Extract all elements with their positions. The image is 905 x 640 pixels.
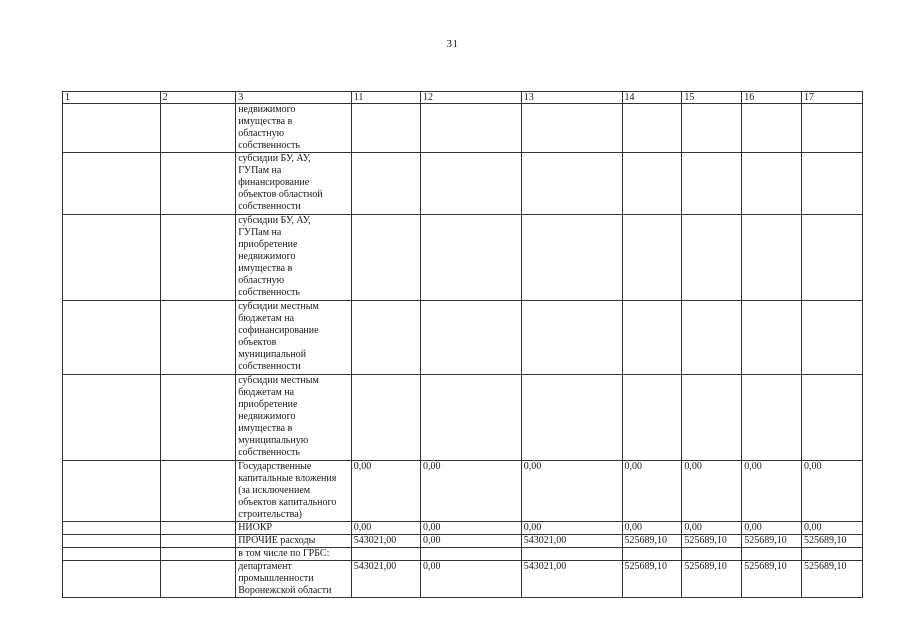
empty-cell <box>160 153 236 215</box>
value-cell: 525689,10 <box>742 535 802 548</box>
value-cell <box>802 104 863 153</box>
value-cell <box>351 215 420 301</box>
value-cell: 525689,10 <box>742 561 802 598</box>
row-label: Государственные капитальные вложения (за исключением объектов капитального строительства) <box>236 461 351 522</box>
table-row <box>63 522 863 535</box>
value-cell: 0,00 <box>682 522 742 535</box>
value-cell <box>742 104 802 153</box>
value-cell: 525689,10 <box>622 561 682 598</box>
table-row <box>63 461 863 522</box>
empty-cell <box>160 535 236 548</box>
empty-cell <box>63 375 161 461</box>
page-number: 31 <box>446 38 459 50</box>
column-header: 15 <box>682 92 742 104</box>
value-cell: 0,00 <box>521 461 622 522</box>
value-cell: 543021,00 <box>351 535 420 548</box>
row-label: ПРОЧИЕ расходы <box>236 535 351 548</box>
row-label: субсидии БУ, АУ, ГУПам на приобретение недвижимого имущества в областную собственность <box>236 215 351 301</box>
value-cell <box>802 153 863 215</box>
value-cell <box>742 301 802 375</box>
value-cell <box>802 215 863 301</box>
value-cell <box>521 548 622 561</box>
empty-cell <box>160 215 236 301</box>
value-cell: 0,00 <box>742 522 802 535</box>
empty-cell <box>63 153 161 215</box>
header-row <box>63 92 863 104</box>
column-header: 16 <box>742 92 802 104</box>
row-label: субсидии БУ, АУ, ГУПам на финансирование объектов областной собственности <box>236 153 351 215</box>
value-cell: 0,00 <box>682 461 742 522</box>
column-header: 13 <box>521 92 622 104</box>
value-cell <box>682 375 742 461</box>
row-label: НИОКР <box>236 522 351 535</box>
empty-cell <box>63 461 161 522</box>
table-row <box>63 104 863 153</box>
value-cell <box>622 375 682 461</box>
table-row <box>63 561 863 598</box>
value-cell <box>521 215 622 301</box>
value-cell: 543021,00 <box>521 535 622 548</box>
empty-cell <box>63 215 161 301</box>
empty-cell <box>160 301 236 375</box>
value-cell <box>420 301 521 375</box>
empty-cell <box>63 522 161 535</box>
empty-cell <box>160 522 236 535</box>
value-cell <box>622 215 682 301</box>
table-row <box>63 548 863 561</box>
value-cell <box>521 104 622 153</box>
value-cell <box>420 375 521 461</box>
value-cell <box>521 375 622 461</box>
empty-cell <box>160 461 236 522</box>
value-cell <box>682 153 742 215</box>
column-header: 17 <box>802 92 863 104</box>
value-cell: 0,00 <box>351 461 420 522</box>
value-cell <box>682 301 742 375</box>
value-cell <box>802 301 863 375</box>
value-cell <box>622 153 682 215</box>
value-cell <box>420 153 521 215</box>
empty-cell <box>160 104 236 153</box>
value-cell: 525689,10 <box>802 561 863 598</box>
column-header: 11 <box>351 92 420 104</box>
value-cell: 0,00 <box>351 522 420 535</box>
value-cell <box>521 153 622 215</box>
value-cell: 525689,10 <box>802 535 863 548</box>
value-cell: 0,00 <box>420 461 521 522</box>
row-label: субсидии местным бюджетам на приобретение недвижимого имущества в муниципальную собственность <box>236 375 351 461</box>
value-cell: 0,00 <box>802 522 863 535</box>
value-cell: 0,00 <box>521 522 622 535</box>
value-cell <box>420 104 521 153</box>
value-cell <box>802 548 863 561</box>
empty-cell <box>63 548 161 561</box>
empty-cell <box>63 104 161 153</box>
empty-cell <box>160 561 236 598</box>
column-header: 3 <box>236 92 351 104</box>
table-row <box>63 153 863 215</box>
value-cell <box>742 215 802 301</box>
row-label: в том числе по ГРБС: <box>236 548 351 561</box>
value-cell: 0,00 <box>420 535 521 548</box>
value-cell <box>622 104 682 153</box>
column-header: 1 <box>63 92 161 104</box>
value-cell <box>351 548 420 561</box>
value-cell <box>521 301 622 375</box>
value-cell: 0,00 <box>742 461 802 522</box>
empty-cell <box>160 375 236 461</box>
row-label: департамент промышленности Воронежской области <box>236 561 351 598</box>
value-cell: 525689,10 <box>682 561 742 598</box>
value-cell <box>420 215 521 301</box>
table-row <box>63 535 863 548</box>
value-cell: 543021,00 <box>351 561 420 598</box>
value-cell <box>622 548 682 561</box>
column-header: 14 <box>622 92 682 104</box>
value-cell: 0,00 <box>622 461 682 522</box>
value-cell <box>622 301 682 375</box>
empty-cell <box>63 535 161 548</box>
value-cell <box>351 104 420 153</box>
value-cell <box>420 548 521 561</box>
value-cell <box>742 153 802 215</box>
value-cell <box>742 375 802 461</box>
row-label: недвижимого имущества в областную собственность <box>236 104 351 153</box>
value-cell: 543021,00 <box>521 561 622 598</box>
value-cell: 525689,10 <box>622 535 682 548</box>
column-header: 12 <box>420 92 521 104</box>
value-cell <box>351 301 420 375</box>
value-cell <box>682 215 742 301</box>
value-cell <box>351 153 420 215</box>
column-header: 2 <box>160 92 236 104</box>
value-cell: 0,00 <box>622 522 682 535</box>
table-row <box>63 301 863 375</box>
table-row <box>63 215 863 301</box>
row-label: субсидии местным бюджетам на софинансирование объектов муниципальной собственности <box>236 301 351 375</box>
value-cell: 0,00 <box>420 522 521 535</box>
empty-cell <box>63 301 161 375</box>
value-cell <box>682 548 742 561</box>
budget-table <box>62 91 863 598</box>
value-cell <box>351 375 420 461</box>
value-cell: 0,00 <box>420 561 521 598</box>
value-cell <box>742 548 802 561</box>
empty-cell <box>160 548 236 561</box>
table-row <box>63 375 863 461</box>
value-cell: 525689,10 <box>682 535 742 548</box>
value-cell: 0,00 <box>802 461 863 522</box>
empty-cell <box>63 561 161 598</box>
value-cell <box>802 375 863 461</box>
value-cell <box>682 104 742 153</box>
